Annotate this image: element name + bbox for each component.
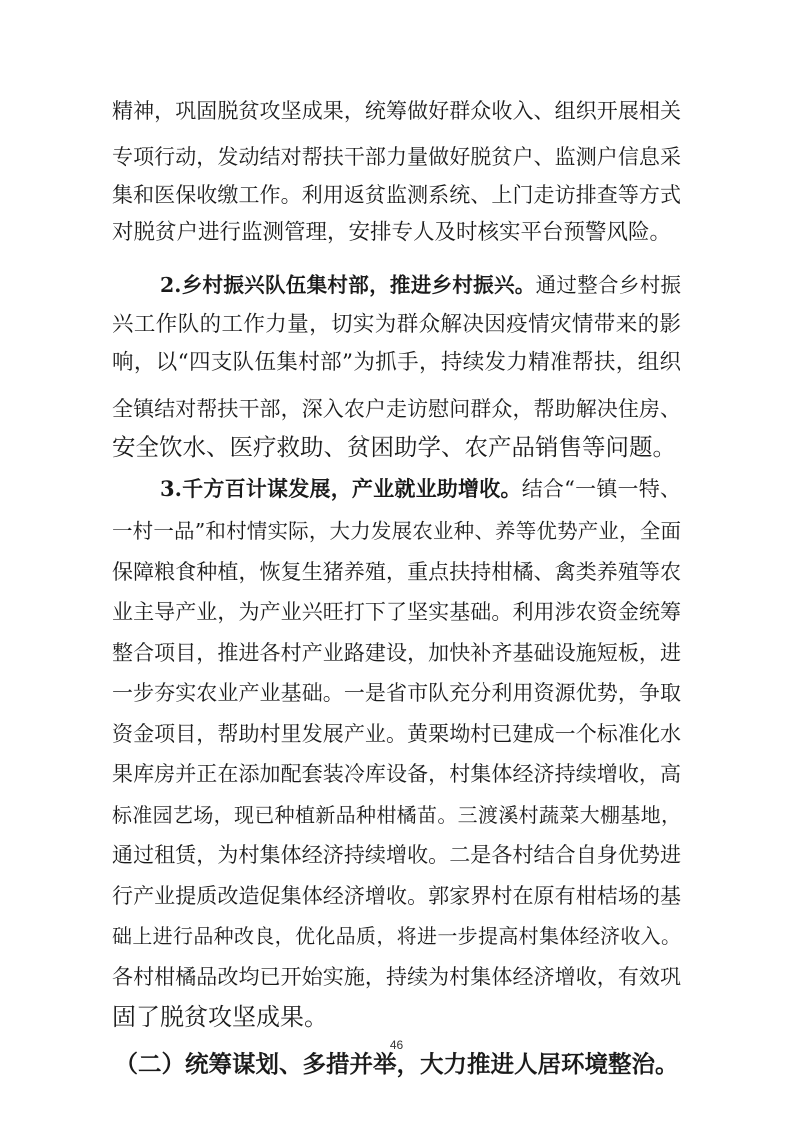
text-line: 果库房并正在添加配套装冷库设备，村集体经济持续增收，高 [112, 762, 681, 786]
paragraph-first-line [160, 270, 681, 300]
paragraph-heading: 3.千方百计谋发展，产业就业助增收。 [160, 476, 522, 501]
text-line: 固了脱贫攻坚成果。 [112, 1003, 328, 1031]
text-line: 标准园艺场，现已种植新品种柑橘苗。三渡溪村蔬菜大棚基地， [112, 803, 681, 827]
text-line: 兴工作队的工作力量，切实为群众解决因疫情灾情带来的影 [112, 312, 681, 337]
text-line: 安全饮水、医疗救助、贫困助学、农产品销售等问题。 [112, 433, 676, 461]
text-line: 一步夯实农业产业基础。一是省市队充分利用资源优势，争取 [112, 681, 681, 705]
text-line: 各村柑橘品改均已开始实施，持续为村集体经济增收，有效巩 [112, 965, 681, 989]
text-span: 通过整合乡村振 [535, 273, 682, 297]
text-line: 专项行动，发动结对帮扶干部力量做好脱贫户、监测户信息采 [112, 145, 681, 169]
text-line: 保障粮食种植，恢复生猪养殖，重点扶持柑橘、禽类养殖等农 [112, 560, 681, 584]
text-line: 通过租赁，为村集体经济持续增收。二是各村结合自身优势进 [112, 843, 681, 867]
text-line: 础上进行品种改良，优化品质，将进一步提高村集体经济收入。 [112, 924, 681, 948]
section-heading: （二）统筹谋划、多措并举，大力推进人居环境整治。 [114, 1050, 679, 1078]
text-line: 一村一品”和村情实际，大力发展农业种、养等优势产业，全面 [112, 519, 681, 543]
text-line: 精神，巩固脱贫攻坚成果，统筹做好群众收入、组织开展相关 [112, 99, 681, 123]
text-line: 业主导产业，为产业兴旺打下了坚实基础。利用涉农资金统筹 [112, 600, 681, 624]
text-line: 集和医保收缴工作。利用返贫监测系统、上门走访排查等方式 [112, 183, 681, 207]
text-span: 结合“一镇一特、 [521, 477, 681, 501]
text-line: 整合项目，推进各村产业路建设，加快补齐基础设施短板，进 [112, 641, 681, 665]
text-line: 响，以“四支队伍集村部”为抓手，持续发力精准帮扶，组织 [112, 350, 681, 375]
page-number: 46 [389, 1038, 404, 1052]
text-line: 行产业提质改造促集体经济增收。郭家界村在原有柑桔场的基 [112, 884, 681, 908]
paragraph-heading: 2.乡村振兴队伍集村部，推进乡村振兴。 [160, 273, 536, 297]
text-line: 对脱贫户进行监测管理，安排专人及时核实平台预警风险。 [112, 220, 672, 245]
paragraph-first-line [160, 474, 681, 504]
text-line: 全镇结对帮扶干部，深入农户走访慰问群众，帮助解决住房、 [112, 397, 681, 421]
text-line: 资金项目，帮助村里发展产业。黄栗坳村已建成一个标准化水 [112, 722, 681, 746]
